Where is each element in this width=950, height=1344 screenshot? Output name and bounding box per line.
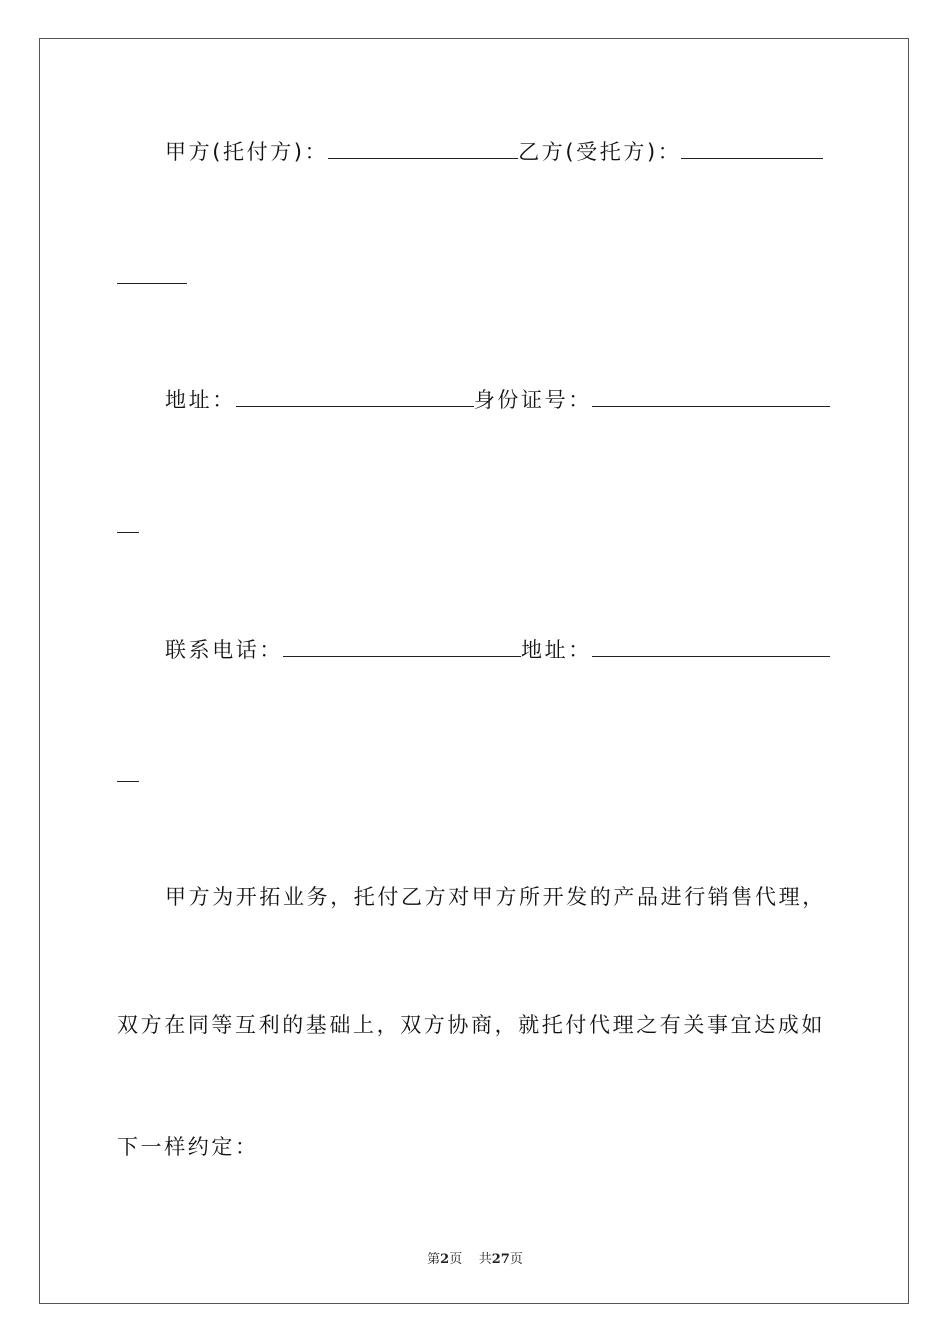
- address-b-label: 地址：: [521, 638, 592, 662]
- page-footer: [0, 1248, 950, 1267]
- total-prefix: 共: [478, 1252, 492, 1267]
- party-b-blank-continuation: [117, 283, 187, 284]
- address-b-blank[interactable]: [592, 636, 830, 657]
- id-number-blank[interactable]: [592, 386, 830, 407]
- body-line-2: 双方在同等互利的基础上，双方协商，就托付代理之有关事宜达成如: [117, 1013, 825, 1037]
- phone-label: 联系电话：: [165, 638, 283, 662]
- id-number-blank-continuation: [117, 532, 139, 533]
- page-number: 2: [440, 1252, 450, 1267]
- body-line-3: 下一样约定：: [117, 1135, 259, 1159]
- address-b-blank-continuation: [117, 781, 139, 782]
- form-row-phone-address: [165, 636, 830, 663]
- address-label: 地址：: [165, 388, 236, 412]
- address-blank[interactable]: [236, 386, 474, 407]
- form-row-address-id: [165, 386, 830, 413]
- party-b-label: 乙方(受托方)：: [518, 140, 682, 164]
- form-row-parties: [165, 138, 823, 165]
- total-pages: 27: [491, 1252, 510, 1267]
- page-suffix: 页: [449, 1252, 463, 1267]
- phone-blank[interactable]: [283, 636, 521, 657]
- body-line-1: 甲方为开拓业务，托付乙方对甲方所开发的产品进行销售代理，: [165, 885, 826, 909]
- page-border: [39, 38, 909, 1304]
- party-a-label: 甲方(托付方)：: [165, 140, 329, 164]
- party-b-blank[interactable]: [681, 138, 823, 159]
- total-suffix: 页: [509, 1252, 523, 1267]
- party-a-blank[interactable]: [328, 138, 518, 159]
- id-number-label: 身份证号：: [473, 388, 592, 412]
- page-prefix: 第: [427, 1252, 441, 1267]
